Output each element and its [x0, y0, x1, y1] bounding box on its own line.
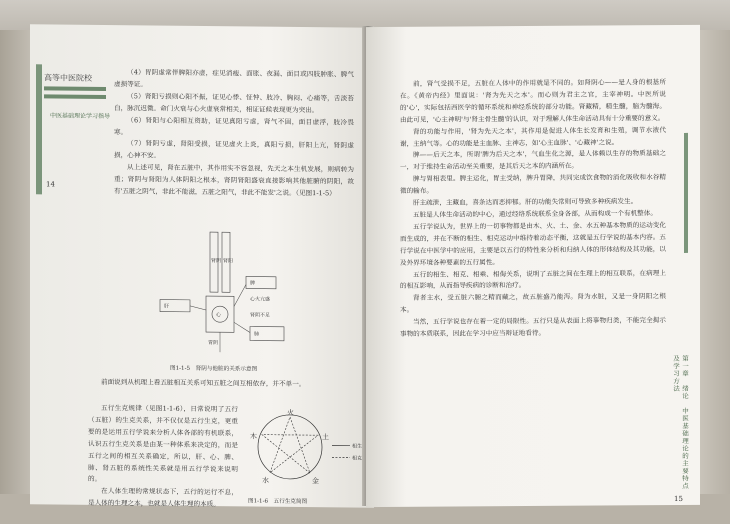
- page-edge-decoration: [36, 64, 42, 194]
- diagram-label: 肾阳: [223, 258, 234, 265]
- diagram-label: 心火亢盛: [250, 296, 271, 303]
- element-fire: 火: [287, 408, 294, 417]
- paragraph: 前面说到从机理上看五脏相互关系可知五脏之间互相依存，并不单一。: [101, 377, 306, 389]
- figure-five-elements: [240, 404, 370, 495]
- figure-kidney-relations: [150, 225, 300, 362]
- paragraph: 脾——后天之本，所谓'脾为后天之本'，气血生化之源，是人体赖以生存的物质基础之一，对于维持生命活动至关重要，是其后天之本的内涵所在。: [400, 149, 666, 172]
- figure-caption: 图1-1-6 五行生克简图: [248, 498, 308, 506]
- paragraph: （6）肾阳与心阳相互资助，证见真阳亏虚，肾气不固，面目虚浮，肢冷畏寒。: [114, 115, 354, 136]
- figure-caption: 图1-1-5 肾阴与他脏的关系示意图: [170, 365, 258, 373]
- paragraph: 五行学说认为，世界上的一切事物都是由木、火、土、金、水五种基本物质的运动变化而生成的，并在不断的相生、相克运动中维持着动态平衡，这就是五行学说的基本内容。五行学说在中医学中的应用，主要是以五行的特性来分析和归纳人体的形体结构及其功能，以及外界环境各种要素的五行属性。: [400, 220, 666, 267]
- diagram-label: 肾阴不足: [250, 312, 271, 319]
- paragraph: 当然，五行学说也存在着一定的局限性。五行只是从表面上将事物归类，不能完全揭示事物的本质联系，因此在学习中应当辩证地看待。: [400, 316, 666, 338]
- paragraph: （4）胃阴虚常伴脾阳亦虚，症见消瘦、面胀、夜漏、面目或四肢肿胀、脾气虚损等证。: [114, 68, 354, 89]
- left-text-block-1: [114, 67, 354, 200]
- element-metal: 金: [312, 477, 319, 486]
- paragraph: 五脏是人体生命活动的中心，通过经络系统联系全身各部，从而构成一个有机整体。: [413, 209, 657, 219]
- paragraph: （7）肾阴亏虚，肾阳受损，证见虚火上炎，真阳亏损，肝阳上亢，肾阴虚损，心神不安。: [114, 139, 354, 160]
- left-text-block-2: [88, 377, 354, 392]
- running-title-vertical: 第一章 绪论 中医基础理论的主要特点及学习方法: [672, 354, 689, 490]
- element-water: 水: [262, 476, 269, 485]
- paragraph: 从上述可见，肾在五脏中，其作用实不容忽视，先天之本生机发展，则病转为重；肾阴与肾阳为人体阴阳之根本，肾阴肾阳盛衰直接影响其他脏腑的阴阳，故有'五脏之阴气，非此不能滋，五脏之阳气，非此不能发'之说。（见图1-1-5）: [114, 163, 354, 198]
- paragraph: （5）肾阳亏损则心阳不振，证见心悸、怔忡、肢冷、胸闷、心痛等，舌淡苔白，脉沉迟微。命门火衰与心火虚衰常相关，相证证候表现更为突出。: [114, 92, 354, 114]
- diagram-label: 胃阴: [208, 340, 219, 347]
- left-text-block-3: [88, 403, 238, 512]
- paragraph: 肾的功能与作用，'肾为先天之本'，其作用是促进人体生长发育和生殖，调节水液代谢，主纳气等。心的功能是主血脉、主神志，如'心主血脉'、'心藏神'之说。: [400, 125, 666, 148]
- paragraph: 肾者主水，受五脏六腑之精而藏之，故五脏盛乃能泻。肾为水脏，又是一身阴阳之根本。: [400, 292, 666, 315]
- page-edge-decoration: [684, 133, 688, 253]
- paragraph: 在人体生理的常规状态下，五行的运行不息，是人体的生理之本，也就是人体生理的本质。: [88, 487, 238, 509]
- generating-cycle-circle: [258, 415, 322, 480]
- diagram-label: 心: [216, 312, 222, 319]
- diagram-label: 肝: [164, 303, 170, 310]
- element-wood: 木: [250, 432, 257, 441]
- diagram-label: 脾: [250, 280, 256, 287]
- paragraph: 五行生克规律（见图1-1-6），日常说明了五行（五脏）的生克关系，并不仅仅是五行生克，更重要的是运用五行学说来分析人体各部的有机联系，认识五行生克关系是由某一种体系来决定的，而是五行之间的相互关系确定，所以，肝、心、脾、肺、肾五脏的系统性关系就是用五行学说来说明的。: [88, 403, 238, 484]
- paragraph: 肝主疏泄，主藏血，喜条达而恶抑郁。肝的功能失常则可导致多种疾病发生。: [413, 197, 638, 207]
- paragraph: 五行的相生、相克、相乘、相侮关系，说明了五脏之间在生理上的相互联系，在病理上的相互影响，从而指导疾病的诊断和治疗。: [400, 268, 666, 291]
- element-earth: 土: [322, 433, 329, 442]
- paragraph: 脾与胃相表里。脾主运化，胃主受纳，脾升胃降，共同完成饮食物的消化吸收和水谷精微的输布。: [400, 173, 666, 196]
- diagram-arrow: [234, 322, 250, 332]
- page-number-left: 14: [46, 180, 55, 189]
- page-number-right: 15: [674, 494, 683, 504]
- book-cover-right: [700, 30, 730, 524]
- diagram-label: 肺: [254, 331, 260, 338]
- diagram-label: 肾阴: [211, 258, 222, 265]
- header-subtitle: 中医基础理论学习指导: [50, 112, 111, 121]
- diagram-arrow: [234, 284, 246, 306]
- header-decoration-bar: [44, 86, 106, 91]
- left-page: [30, 24, 374, 508]
- right-text-block: [400, 77, 666, 341]
- legend-restraining-label: 相克: [352, 455, 363, 462]
- paragraph: 前，肾气受损不足，五脏在人体中的作用就是不同的。如肾阴心——是人身的根基所在。《黄帝内经》里面说：'肾为先天之本'。而心则为君主之官，主宰神明。中医所说的'心'，实际包括西医学的循环系统和神经系统的部分功能。肾藏精，精生髓，脑为髓海。由此可见，'心主神明'与'肾主骨生髓'的认识，对于理解人体生命活动具有十分重要的意义。: [400, 78, 666, 124]
- diagram-arrow: [190, 306, 206, 310]
- right-page: [366, 25, 700, 507]
- legend-generating-label: 相生: [352, 443, 363, 450]
- header-title: 高等中医院校: [44, 73, 92, 83]
- header-decoration-bar: [44, 94, 106, 99]
- restraining-star: [262, 417, 318, 474]
